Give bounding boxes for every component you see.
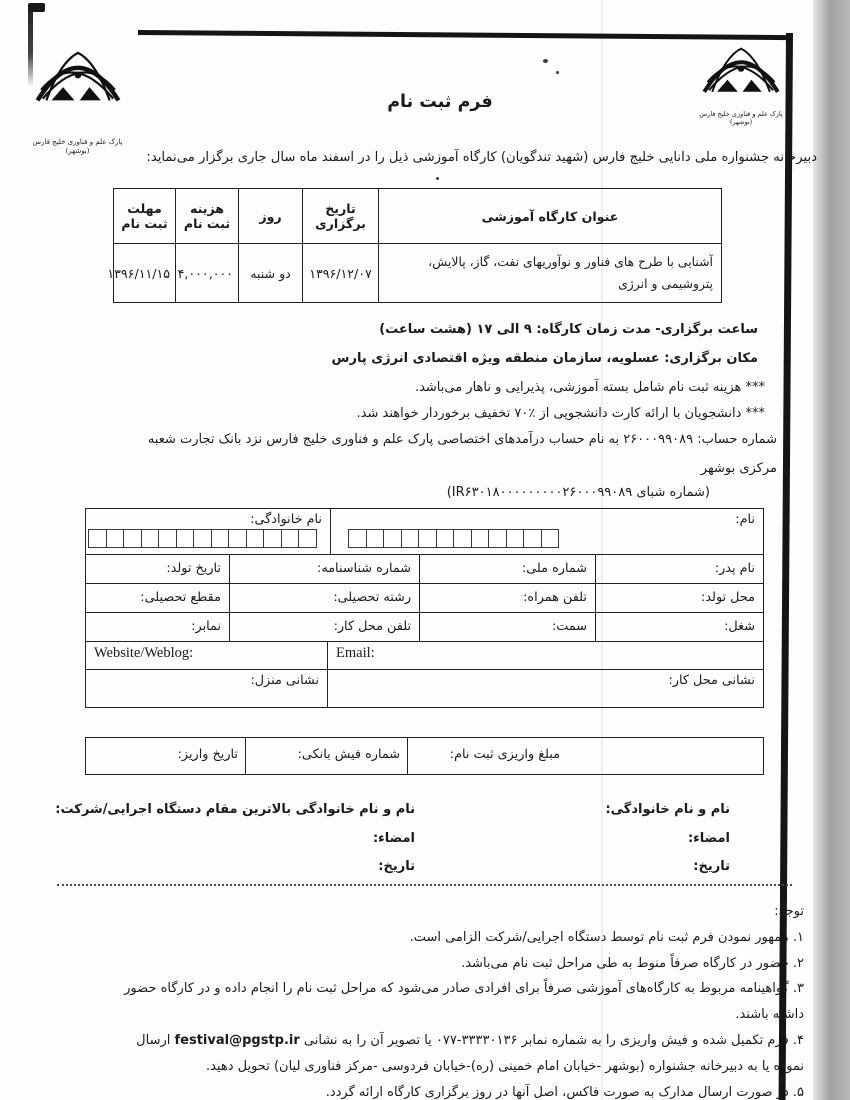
note-4-suffix: ارسال [136,1032,175,1048]
birth-row [86,583,763,612]
dome-logo-icon [701,40,781,102]
first-name-label: نام: [735,512,755,527]
fee-includes-note: *** هزینه ثبت نام شامل بسته آموزشی، پذیرایی و ناهار می‌باشد. [414,380,765,395]
org-logo-right [693,40,789,126]
festival-email: festival@pgstp.ir [174,1032,300,1048]
workshop-table-header-row [114,189,722,244]
note-4-middle: یا تصویر آن را به نشانی [299,1032,436,1048]
first-name-boxes [349,529,559,548]
logo-caption: پارک علم و فناوری خلیج فارس (بوشهر) [699,110,783,127]
workshop-deadline-cell: ۱۳۹۶/۱۱/۱۵ [114,244,176,303]
session-time-line: ساعت برگزاری- مدت زمان کارگاه: ۹ الی ۱۷ (هشت ساعت) [379,322,758,337]
email-field: Email: [336,645,375,661]
col-header-deadline: مهلت ثبت نام [114,189,176,244]
venue-line: مکان برگزاری: عسلویه، سازمان منطقه ویژه اقتصادی انرژی پارس [331,351,758,366]
workshop-title-cell: آشنایی با طرح های فناور و نوآوریهای نفت، گاز، پالایش، پتروشیمی و انرژی [379,244,722,303]
email-row [86,641,763,669]
workshop-table [107,188,722,303]
birth-place-field: محل تولد: [701,590,755,605]
workshop-date-cell: ۱۳۹۶/۱۲/۰۷ [303,244,379,303]
applicant-signature-block [605,796,730,882]
mobile-field: تلفن همراه: [420,584,596,612]
note-3-line2: داشته باشند. [735,1007,804,1023]
applicant-date-label: تاریخ: [693,859,730,874]
executive-sign-label: امضاء: [372,830,415,846]
note-2: ۲. حضور در کارگاه صرفاً منوط به طی مراحل ثبت نام می‌باشد. [461,955,804,971]
note-3-line1: ۳. گواهینامه مربوط به کارگاه‌های آموزشی صرفاً برای افرادی صادر می‌شود که مراحل ثبت نام را انجام داده و در کارگاه حضور [124,981,804,997]
executive-date-label: تاریخ: [378,859,415,874]
scan-speck [556,71,559,74]
sheba-prefix: (شماره شبای [632,485,710,500]
bank-account-line: شماره حساب: ۲۶۰۰۰۹۹۰۸۹ به نام حساب درآمدهای اختصاصی پارک علم و فناوری خلیج فارس نزد بانک تجارت شعبه [147,432,777,447]
scan-speck [436,177,439,180]
name-row [86,509,763,554]
job-row [86,612,763,641]
page-title: فرم ثبت نام [387,92,493,112]
bank-branch-line: مرکزی بوشهر [700,461,777,476]
note-4-prefix: ۴. فرم تکمیل شده و فیش واریزی را به شماره نمابر [517,1032,804,1048]
sheba-suffix: ) [446,485,452,500]
sheba-number: IR۶۳۰۱۸۰۰۰۰۰۰۰۰۰۲۶۰۰۰۹۹۰۸۹ [451,485,633,500]
payment-date-field: تاریخ واریز: [88,738,246,774]
col-header-day: روز [239,189,303,244]
workshop-day-cell: دو شنبه [239,244,303,303]
note-1: ۱. ممهور نمودن فرم ثبت نام توسط دستگاه اجرایی/شرکت الزامی است. [409,929,804,945]
student-discount-note: *** دانشجویان با ارائه کارت دانشجویی از ٪۷۰ تخفیف برخوردار خواهند شد. [356,406,765,421]
birth-date-field: تاریخ تولد: [86,555,230,583]
logo-caption: پارک علم و فناوری خلیج فارس (بوشهر) [32,138,123,155]
fax-number: ۰۷۷-۳۳۳۳۰۱۳۶ [435,1032,518,1048]
personal-info-table [85,508,764,708]
applicant-name-label: نام و نام خانوادگی: [605,802,730,817]
workshop-fee-cell: ۴,۰۰۰,۰۰۰ [176,244,239,303]
executive-name-label: نام و نام خانوادگی بالاترین مقام دستگاه اجرایی/شرکت: [55,802,415,817]
last-name-boxes [89,529,317,548]
col-header-date: تاریخ برگزاری [303,189,379,244]
applicant-sign-label: امضاء: [687,830,730,846]
note-4-line1 [36,1028,804,1054]
payment-row [85,737,764,775]
payment-receipt-field: شماره فیش بانکی: [246,738,408,774]
father-name-field: نام پدر: [714,561,755,576]
work-address-field: نشانی محل کار: [668,673,755,688]
position-field: سمت: [420,613,596,641]
scan-page-edge-top [138,30,790,40]
website-field: Website/Weblog: [86,642,328,669]
fax-field: نمابر: [86,613,230,641]
dome-logo-icon [34,30,122,125]
dotted-separator [57,884,792,886]
job-field: شغل: [724,619,755,634]
work-phone-field: تلفن محل کار: [230,613,420,641]
intro-paragraph: دبیرخانه جشنواره ملی دانایی خلیج فارس (شهید تندگویان) کارگاه آموزشی ذیل را در اسفند ماه سال جاری برگزار می‌نماید: [146,150,817,165]
org-logo-left [30,30,125,156]
last-name-label: نام خانوادگی: [250,512,322,527]
scan-corner-mark [28,3,45,12]
national-id-field: شماره ملی: [420,555,596,583]
col-header-fee: هزینه ثبت نام [176,189,239,244]
payment-amount-field: مبلغ واریزی ثبت نام: [449,747,560,762]
col-header-workshop-title: عنوان کارگاه آموزشی [379,189,722,244]
scanner-background-strip [813,0,850,1100]
workshop-table-row [114,244,722,303]
study-degree-field: مقطع تحصیلی: [86,584,230,612]
note-4-line2: نموده یا به دبیرخانه جشنواره (بوشهر -خیابان امام خمینی (ره)-خیابان فردوسی -مرکز فناوری لیان) تحویل دهید. [205,1058,804,1074]
id-row [86,554,763,583]
executive-signature-block [55,796,415,882]
note-5: ۵. در صورت ارسال مدارک به صورت فاکس، اصل آنها در روز برگزاری کارگاه ارائه گردد. [325,1084,804,1100]
notes-heading: توجه: [774,904,804,919]
home-address-field: نشانی منزل: [250,673,319,688]
study-major-field: رشته تحصیلی: [230,584,420,612]
notes-section [36,899,804,1100]
certificate-number-field: شماره شناسنامه: [230,555,420,583]
address-row [86,669,763,707]
scan-speck [543,59,548,63]
sheba-line [447,485,710,500]
